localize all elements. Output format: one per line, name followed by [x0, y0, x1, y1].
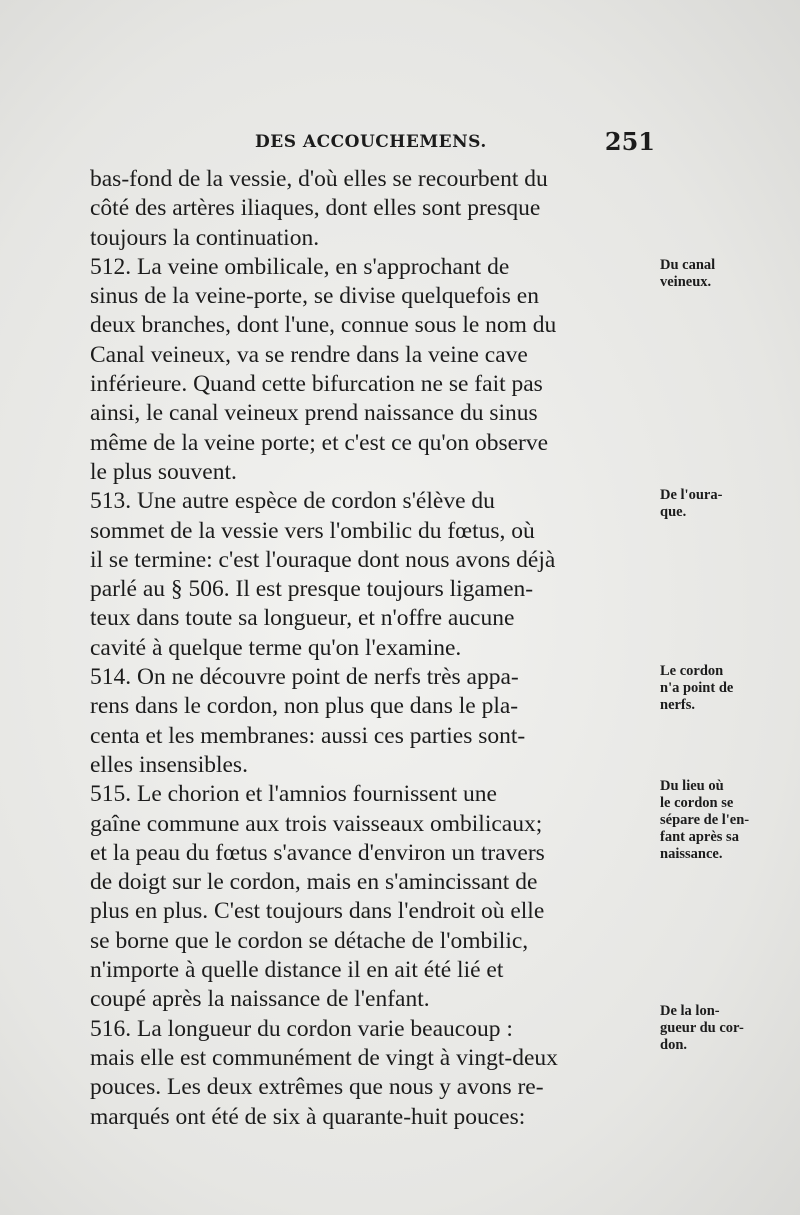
text-line: même de la veine porte; et c'est ce qu'on observe	[90, 429, 549, 456]
paragraph-512	[90, 253, 650, 487]
text-line: il se termine: c'est l'ouraque dont nous avons déjà	[90, 546, 556, 573]
text-line: de doigt sur le cordon, mais en s'amincissant de	[90, 869, 538, 896]
page-header	[90, 127, 655, 160]
text-line: cavité à quelque terme qu'on l'examine.	[90, 634, 462, 661]
margin-note-lieu-separation	[660, 778, 770, 863]
text-line: toujours la continuation.	[90, 224, 320, 251]
text-line: 512. La veine ombilicale, en s'approchant de	[90, 253, 510, 280]
text-line: parlé au § 506. Il est presque toujours ligamen-	[90, 576, 534, 603]
margin-note-line: sépare de l'en-	[660, 812, 750, 828]
text-line: gaîne commune aux trois vaisseaux ombilicaux;	[90, 810, 543, 837]
text-line: elles insensibles.	[90, 751, 248, 778]
running-title: DES ACCOUCHEMENS.	[255, 132, 487, 152]
text-line: côté des artères iliaques, dont elles sont presque	[90, 195, 541, 222]
text-line: 515. Le chorion et l'amnios fournissent une	[90, 781, 497, 808]
text-line: sinus de la veine-porte, se divise quelquefois en	[90, 283, 539, 310]
margin-note-canal-veineux	[660, 257, 770, 291]
text-line: le plus souvent.	[90, 458, 237, 485]
text-line: marqués ont été de six à quarante-huit pouces:	[90, 1103, 526, 1130]
text-line: centa et les membranes: aussi ces parties sont-	[90, 722, 526, 749]
margin-note-line: le cordon se	[660, 795, 734, 811]
text-line: bas-fond de la vessie, d'où elles se recourbent du	[90, 166, 548, 192]
margin-note-nerfs	[660, 663, 770, 714]
text-line: mais elle est communément de vingt à vingt-deux	[90, 1044, 558, 1071]
text-line: 514. On ne découvre point de nerfs très appa-	[90, 664, 519, 691]
margin-note-line: Le cordon	[660, 663, 724, 679]
body-text	[90, 165, 650, 1132]
text-line: sommet de la vessie vers l'ombilic du fœtus, où	[90, 517, 535, 544]
margin-note-line: gueur du cor-	[660, 1020, 744, 1036]
text-line: plus en plus. C'est toujours dans l'endroit où elle	[90, 898, 545, 925]
text-line: rens dans le cordon, non plus que dans le pla-	[90, 693, 519, 720]
text-line: inférieure. Quand cette bifurcation ne se fait pas	[90, 371, 543, 398]
margin-note-line: Du lieu où	[660, 778, 724, 794]
margin-note-line: fant après sa	[660, 829, 739, 845]
text-line: 513. Une autre espèce de cordon s'élève du	[90, 488, 495, 515]
text-line: ainsi, le canal veineux prend naissance du sinus	[90, 400, 538, 427]
margin-note-line: De l'oura-	[660, 487, 723, 503]
text-line: coupé après la naissance de l'enfant.	[90, 986, 430, 1013]
paragraph-515	[90, 780, 650, 1014]
margin-note-line: naissance.	[660, 846, 723, 862]
margin-note-line: don.	[660, 1037, 688, 1053]
margin-note-line: De la lon-	[660, 1003, 720, 1019]
margin-note-line: nerfs.	[660, 697, 696, 713]
margin-note-line: veineux.	[660, 274, 712, 290]
margin-note-line: que.	[660, 504, 687, 520]
text-line: n'importe à quelle distance il en ait été lié et	[90, 957, 504, 984]
text-line: teux dans toute sa longueur, et n'offre aucune	[90, 605, 515, 632]
paragraph-516	[90, 1015, 650, 1132]
text-line: Canal veineux, va se rendre dans la veine cave	[90, 341, 528, 368]
margin-note-ouraque	[660, 487, 770, 521]
paragraph-513	[90, 487, 650, 663]
margin-note-line: n'a point de	[660, 680, 734, 696]
margin-note-line: Du canal	[660, 257, 716, 273]
text-line: pouces. Les deux extrêmes que nous y avons re-	[90, 1074, 544, 1101]
text-line: 516. La longueur du cordon varie beaucoup :	[90, 1015, 513, 1042]
page-number: 251	[604, 127, 655, 156]
paragraph	[90, 165, 650, 253]
text-line: deux branches, dont l'une, connue sous le nom du	[90, 312, 557, 339]
margin-note-longueur-cordon	[660, 1003, 770, 1054]
text-line: et la peau du fœtus s'avance d'environ un travers	[90, 839, 545, 866]
text-line: se borne que le cordon se détache de l'ombilic,	[90, 927, 529, 954]
paragraph-514	[90, 663, 650, 780]
